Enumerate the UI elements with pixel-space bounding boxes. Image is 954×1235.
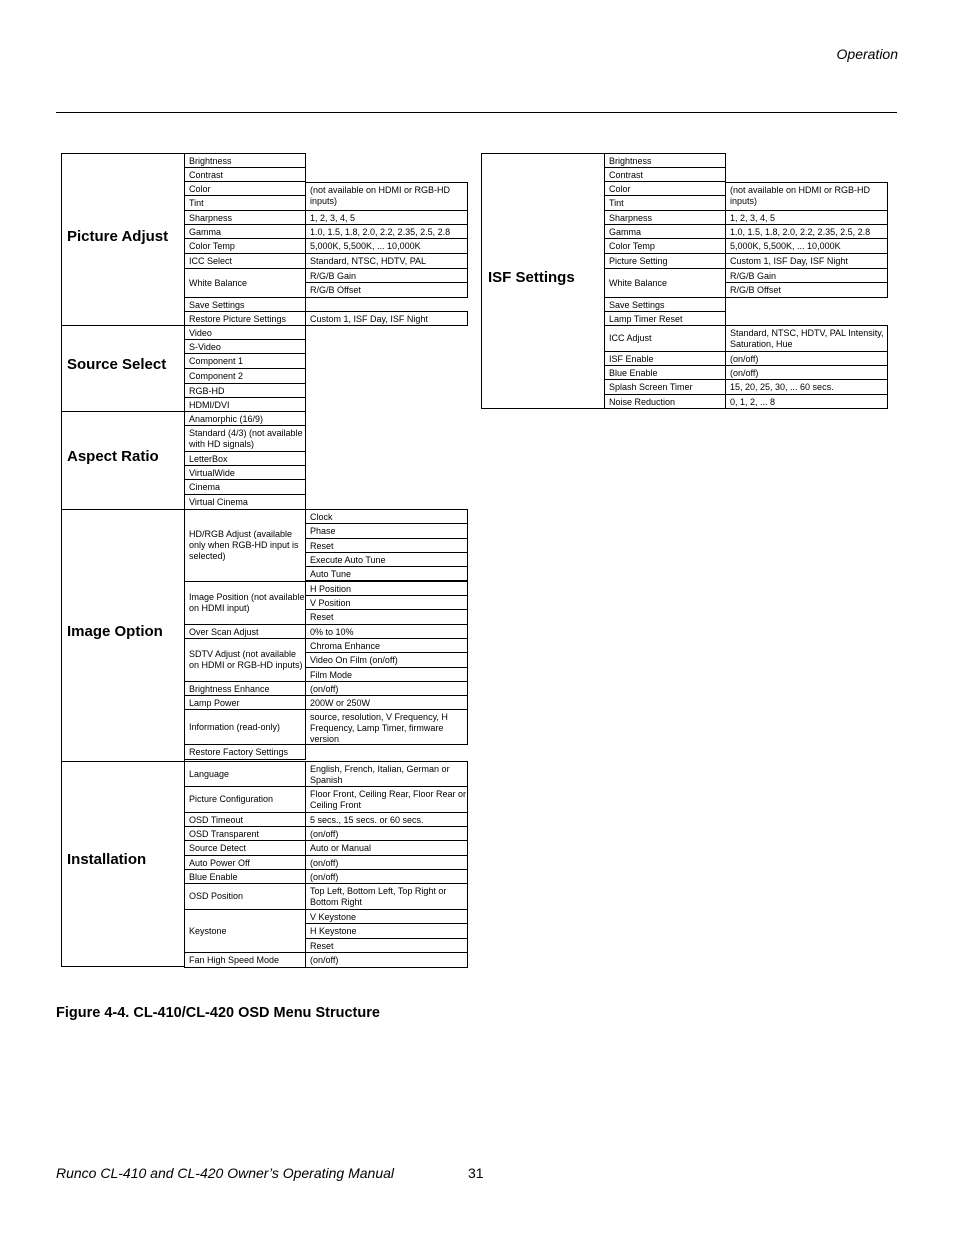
- option-value: (on/off): [305, 855, 468, 870]
- submenu-item: Information (read-only): [184, 709, 306, 745]
- option-value: 0, 1, 2, ... 8: [725, 394, 888, 409]
- submenu-item: Contrast: [604, 167, 726, 182]
- submenu-item: Standard (4/3) (not available with HD signals): [184, 425, 306, 452]
- submenu-item: Virtual Cinema: [184, 494, 306, 510]
- option-value: Clock: [305, 509, 468, 524]
- option-value: Standard, NTSC, HDTV, PAL: [305, 253, 468, 269]
- submenu-item: Tint: [604, 195, 726, 211]
- option-value: 1, 2, 3, 4, 5: [305, 210, 468, 225]
- submenu-item: LetterBox: [184, 451, 306, 466]
- option-value: Film Mode: [305, 667, 468, 682]
- menu-title: Aspect Ratio: [67, 448, 159, 465]
- submenu-item: Color Temp: [184, 238, 306, 254]
- option-value: V Keystone: [305, 909, 468, 924]
- option-value: source, resolution, V Frequency, H Frequency, Lamp Timer, firmware version: [305, 709, 468, 745]
- option-value: Auto or Manual: [305, 840, 468, 856]
- submenu-item: VirtualWide: [184, 465, 306, 480]
- option-value: Video On Film (on/off): [305, 652, 468, 668]
- option-value: R/G/B Gain: [725, 268, 888, 283]
- submenu-item: Brightness: [604, 153, 726, 168]
- submenu-item: Sharpness: [184, 210, 306, 225]
- submenu-item: Component 2: [184, 368, 306, 384]
- submenu-item: OSD Timeout: [184, 812, 306, 827]
- footer-manual-title: Runco CL-410 and CL-420 Owner’s Operating Manual: [56, 1165, 395, 1181]
- option-value: (on/off): [725, 365, 888, 380]
- submenu-item: ICC Adjust: [604, 325, 726, 352]
- submenu-item: Fan High Speed Mode: [184, 952, 306, 968]
- option-value: Reset: [305, 538, 468, 553]
- submenu-item: OSD Position: [184, 883, 306, 910]
- submenu-item: Lamp Timer Reset: [604, 311, 726, 326]
- option-value: Custom 1, ISF Day, ISF Night: [725, 253, 888, 269]
- page-number: 31: [468, 1165, 484, 1181]
- option-value: (on/off): [305, 869, 468, 884]
- submenu-item: Tint: [184, 195, 306, 211]
- submenu-item: Over Scan Adjust: [184, 624, 306, 639]
- running-header: Operation: [836, 46, 898, 62]
- submenu-item: Picture Setting: [604, 253, 726, 269]
- submenu-item: Blue Enable: [184, 869, 306, 884]
- option-value: Custom 1, ISF Day, ISF Night: [305, 311, 468, 326]
- option-value: H Position: [305, 581, 468, 596]
- submenu-item: Language: [184, 761, 306, 787]
- submenu-item: HDMI/DVI: [184, 397, 306, 412]
- option-value: 15, 20, 25, 30, ... 60 secs.: [725, 379, 888, 395]
- option-value: Phase: [305, 523, 468, 539]
- submenu-item: Auto Power Off: [184, 855, 306, 870]
- option-value: 1.0, 1.5, 1.8, 2.0, 2.2, 2.35, 2.5, 2.8: [305, 224, 468, 239]
- submenu-item: Image Position (not available on HDMI input): [184, 581, 306, 625]
- submenu-item: Noise Reduction: [604, 394, 726, 409]
- option-value: Auto Tune: [305, 566, 468, 581]
- submenu-item: ICC Select: [184, 253, 306, 269]
- submenu-item: Restore Factory Settings: [184, 744, 306, 760]
- menu-title: Picture Adjust: [67, 228, 169, 245]
- option-value: (on/off): [305, 826, 468, 841]
- option-value: 1.0, 1.5, 1.8, 2.0, 2.2, 2.35, 2.5, 2.8: [725, 224, 888, 239]
- submenu-item: Contrast: [184, 167, 306, 182]
- option-value: H Keystone: [305, 923, 468, 939]
- option-value: R/G/B Offset: [725, 282, 888, 298]
- submenu-item: RGB-HD: [184, 383, 306, 398]
- submenu-item: SDTV Adjust (not available on HDMI or RGB-HD inputs): [184, 638, 306, 682]
- option-value: V Position: [305, 595, 468, 610]
- menu-title: Installation: [67, 851, 147, 868]
- option-value: (on/off): [305, 681, 468, 696]
- submenu-item: Component 1: [184, 353, 306, 369]
- submenu-item: Brightness: [184, 153, 306, 168]
- option-value: 5,000K, 5,500K, ... 10,000K: [725, 238, 888, 254]
- option-value: Top Left, Bottom Left, Top Right or Bottom Right: [305, 883, 468, 910]
- header-rule: [56, 112, 897, 113]
- submenu-item: White Balance: [604, 268, 726, 298]
- submenu-item: ISF Enable: [604, 351, 726, 366]
- option-value: Reset: [305, 609, 468, 625]
- submenu-item: Blue Enable: [604, 365, 726, 380]
- submenu-item: Color Temp: [604, 238, 726, 254]
- submenu-item: Gamma: [184, 224, 306, 239]
- submenu-item: Picture Configuration: [184, 786, 306, 813]
- option-value: Reset: [305, 938, 468, 953]
- option-value: 1, 2, 3, 4, 5: [725, 210, 888, 225]
- submenu-item: Video: [184, 325, 306, 340]
- submenu-item: OSD Transparent: [184, 826, 306, 841]
- option-value: 5,000K, 5,500K, ... 10,000K: [305, 238, 468, 254]
- submenu-item: Gamma: [604, 224, 726, 239]
- menu-title: Source Select: [67, 356, 167, 373]
- submenu-item: Anamorphic (16/9): [184, 411, 306, 426]
- submenu-item: HD/RGB Adjust (available only when RGB-HD input is selected): [184, 509, 306, 582]
- submenu-item: Save Settings: [604, 297, 726, 312]
- submenu-item: Sharpness: [604, 210, 726, 225]
- submenu-item: Save Settings: [184, 297, 306, 312]
- submenu-item: Restore Picture Settings: [184, 311, 306, 326]
- option-value: 0% to 10%: [305, 624, 468, 639]
- option-value: (on/off): [725, 351, 888, 366]
- submenu-item: Color: [184, 181, 306, 196]
- option-value: (on/off): [305, 952, 468, 968]
- option-value: R/G/B Gain: [305, 268, 468, 283]
- option-value: Floor Front, Ceiling Rear, Floor Rear or Ceiling Front: [305, 786, 468, 813]
- option-value: 5 secs., 15 secs. or 60 secs.: [305, 812, 468, 827]
- submenu-item: Lamp Power: [184, 695, 306, 710]
- submenu-item: Splash Screen Timer: [604, 379, 726, 395]
- option-value: 200W or 250W: [305, 695, 468, 710]
- menu-title: ISF Settings: [488, 269, 575, 286]
- submenu-item: S-Video: [184, 339, 306, 354]
- option-value: (not available on HDMI or RGB-HD inputs): [725, 182, 888, 211]
- option-value: R/G/B Offset: [305, 282, 468, 298]
- submenu-item: Keystone: [184, 909, 306, 953]
- submenu-item: Color: [604, 181, 726, 196]
- submenu-item: Cinema: [184, 479, 306, 495]
- option-value: Standard, NTSC, HDTV, PAL Intensity, Saturation, Hue: [725, 325, 888, 352]
- option-value: Execute Auto Tune: [305, 552, 468, 567]
- submenu-item: Brightness Enhance: [184, 681, 306, 696]
- option-value: (not available on HDMI or RGB-HD inputs): [305, 182, 468, 211]
- submenu-item: White Balance: [184, 268, 306, 298]
- option-value: English, French, Italian, German or Spanish: [305, 761, 468, 787]
- option-value: Chroma Enhance: [305, 638, 468, 653]
- submenu-item: Source Detect: [184, 840, 306, 856]
- figure-caption: Figure 4-4. CL-410/CL-420 OSD Menu Structure: [56, 1005, 380, 1021]
- menu-title: Image Option: [67, 623, 163, 640]
